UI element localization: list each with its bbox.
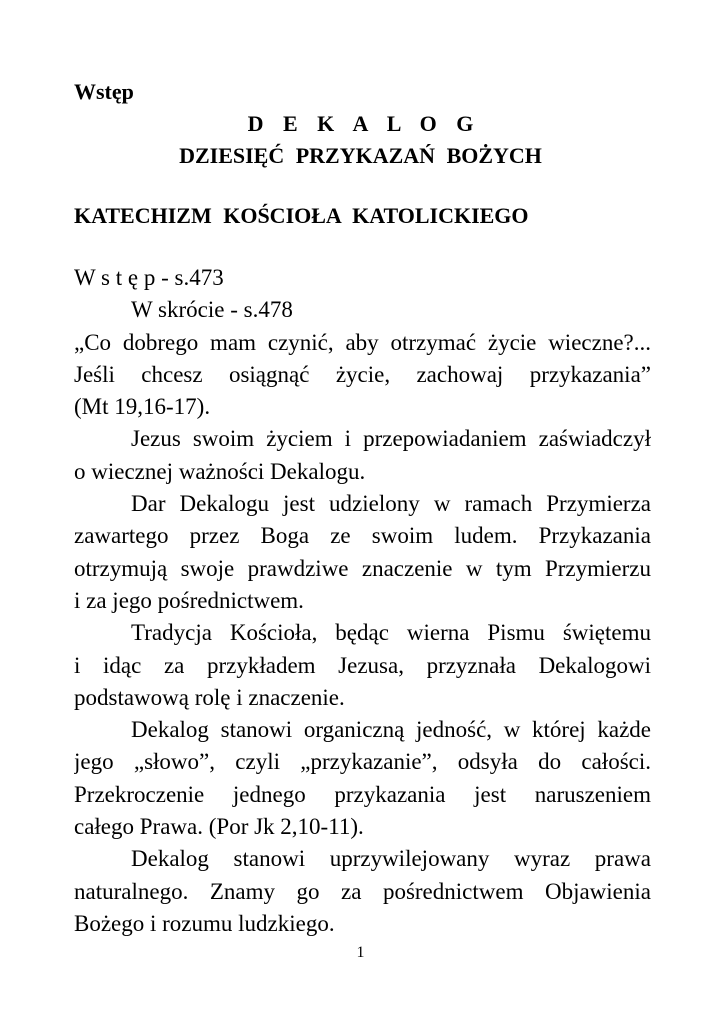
section-label: Wstęp xyxy=(74,79,134,104)
body-line: naturalnego. Znamy go za pośrednictwem Objawienia xyxy=(74,878,651,904)
body-line: i za jego pośrednictwem. xyxy=(74,587,304,613)
body-line: zawartego przez Boga ze swoim ludem. Przykazania xyxy=(74,523,651,549)
toc-entry-summary: W skrócie - s.478 xyxy=(131,297,293,323)
body-line: „Co dobrego mam czynić, aby otrzymać życie wieczne?... xyxy=(74,329,651,355)
body-text xyxy=(74,262,651,940)
document-title: D E K A L O G xyxy=(247,111,481,136)
body-line: Przekroczenie jednego przykazania jest naruszeniem xyxy=(74,781,651,807)
body-line: Dekalog stanowi uprzywilejowany wyraz prawa xyxy=(131,846,651,872)
source-title: KATECHIZM KOŚCIOŁA KATOLICKIEGO xyxy=(74,203,529,228)
body-line: Bożego i rozumu ludzkiego. xyxy=(74,910,335,936)
body-line: podstawową rolę i znaczenie. xyxy=(74,684,345,710)
body-line: otrzymują swoje prawdziwe znaczenie w tym Przymierzu xyxy=(74,555,651,581)
body-line: Jezus swoim życiem i przepowiadaniem zaświadczył xyxy=(131,426,651,452)
toc-entry-intro: W s t ę p - s.473 xyxy=(74,265,224,290)
body-line: Tradycja Kościoła, będąc wierna Pismu świętemu xyxy=(131,620,651,646)
body-line: i idąc za przykładem Jezusa, przyznała Dekalogowi xyxy=(74,652,651,678)
document-subtitle: DZIESIĘĆ PRZYKAZAŃ BOŻYCH xyxy=(179,143,542,168)
body-line: całego Prawa. (Por Jk 2,10-11). xyxy=(74,814,364,840)
body-line: (Mt 19,16-17). xyxy=(74,394,211,420)
body-line: o wiecznej ważności Dekalogu. xyxy=(74,458,366,484)
body-line: Jeśli chcesz osiągnąć życie, zachowaj przykazania” xyxy=(74,361,651,387)
page-number: 1 xyxy=(356,944,365,961)
body-line: Dekalog stanowi organiczną jedność, w której każde xyxy=(131,717,651,743)
body-line: Dar Dekalogu jest udzielony w ramach Przymierza xyxy=(131,491,651,517)
body-line: jego „słowo”, czyli „przykazanie”, odsyła do całości. xyxy=(74,749,651,775)
